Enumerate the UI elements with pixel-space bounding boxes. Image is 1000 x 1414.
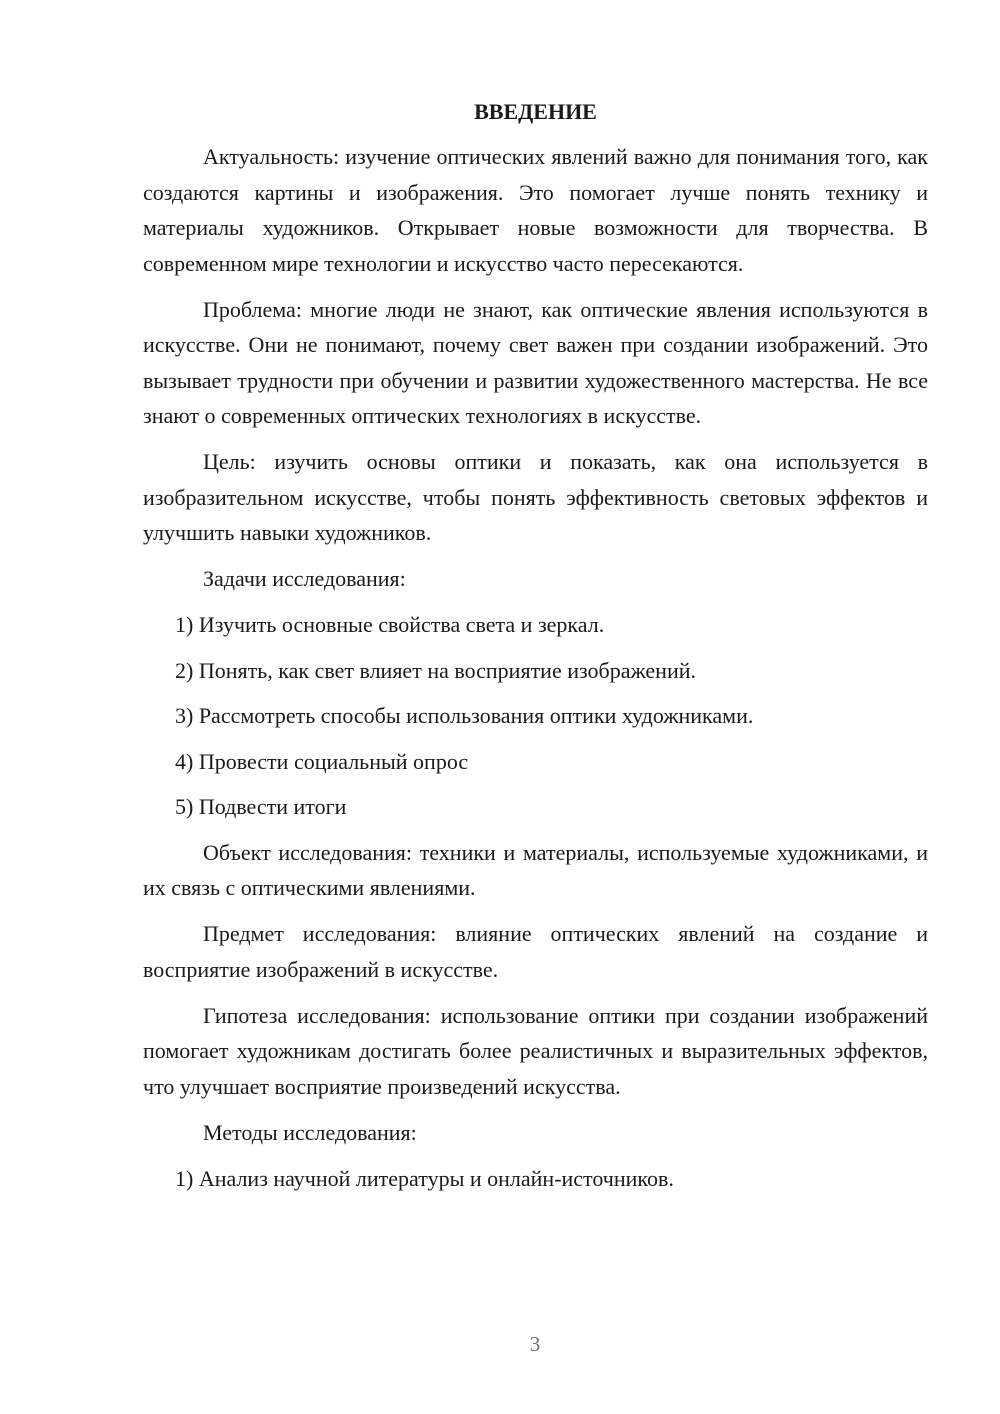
task-item: 4) Провести социальный опрос [175, 748, 469, 774]
relevance-paragraph: Актуальность: изучение оптических явлений важно для понимания того, как создаются картины и изображения. Это помогает лучше понять технику и материалы художников. Открывает новые возможности для творчества. В современном мире технологии и искусство часто пересекаются. [143, 144, 928, 276]
tasks-list [143, 607, 928, 825]
subject-paragraph: Предмет исследования: влияние оптических явлений на создание и восприятие изображений в искусстве. [143, 921, 928, 982]
problem-paragraph: Проблема: многие люди не знают, как оптические явления используются в искусстве. Они не понимают, почему свет важен при создании изображений. Это вызывает трудности при обучении и развитии художественного мастерства. Не все знают о современных оптических технологиях в искусстве. [143, 296, 928, 428]
object-paragraph: Объект исследования: техники и материалы, используемые художниками, и их связь с оптическими явлениями. [143, 839, 928, 900]
methods-list [143, 1161, 928, 1197]
tasks-heading: Задачи исследования: [203, 566, 406, 591]
task-item: 2) Понять, как свет влияет на восприятие изображений. [175, 657, 697, 683]
method-item: 1) Анализ научной литературы и онлайн-источников. [175, 1165, 674, 1191]
page-number: 3 [529, 1332, 541, 1356]
document-page [143, 94, 928, 1206]
methods-heading: Методы исследования: [203, 1119, 417, 1145]
goal-paragraph: Цель: изучить основы оптики и показать, как она используется в изобразительном искусстве, чтобы понять эффективность световых эффектов и улучшить навыки художников. [143, 449, 928, 545]
task-item: 5) Подвести итоги [175, 794, 347, 819]
task-item: 3) Рассмотреть способы использования оптики художниками. [175, 703, 754, 728]
hypothesis-paragraph: Гипотеза исследования: использование оптики при создании изображений помогает художникам достигать более реалистичных и выразительных эффектов, что улучшает восприятие произведений искусства. [143, 1002, 928, 1099]
section-title: ВВЕДЕНИЕ [474, 99, 597, 124]
task-item: 1) Изучить основные свойства света и зеркал. [175, 612, 605, 637]
